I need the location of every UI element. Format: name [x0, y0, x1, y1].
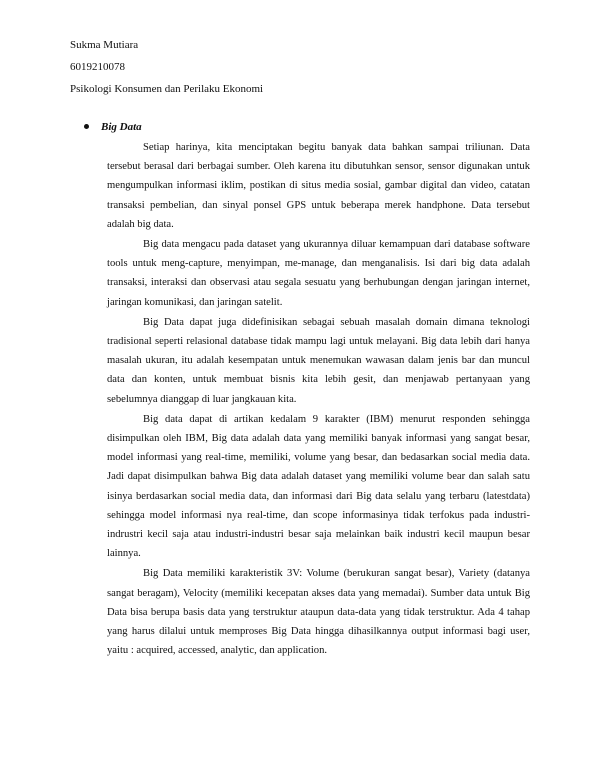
student-id: 6019210078 [70, 61, 125, 73]
paragraph: Setiap harinya, kita menciptakan begitu banyak data bahkan sampai triliunan. Data tersebut berasal dari berbagai sumber. Oleh karena itu dibutuhkan sensor, sensor digunakan untuk mengumpulkan informasi iklim, postikan di situs media sosial, gambar digital dan video, catatan transaksi pembelian, dan sinyal ponsel GPS untuk beberapa merek handphone. Data tersebut adalah big data. [107, 142, 530, 230]
section-heading [84, 120, 142, 134]
paragraph: Big data dapat di artikan kedalam 9 karakter (IBM) menurut responden sehingga disimpulkan oleh IBM, Big data adalah data yang memiliki banyak informasi yang sangat besar, model informasi yang real-time, memiliki, volume yang besar, dan bedasarkan social media data. Jadi dapat disimpulkan bahwa Big data adalah dataset yang memiliki volume bear dan salah satu isinya berdasarkan social media data, dan informasi dari Big data selalu yang terbaru (latestdata) sehingga model informasi nya real-time, dan scope informasinya tidak terfokus pada industri-indrustri kecil saja atau industri-industri besar saja melainkan baik industri kecil maupun besar lainnya. [107, 413, 530, 560]
paragraph: Big Data memiliki karakteristik 3V: Volume (berukuran sangat besar), Variety (datanya sangat beragam), Velocity (memiliki kecepatan akses data yang memadai). Sumber data untuk Big Data bisa berupa basis data yang terstruktur ataupun data-data yang tidak terstruktur. Ada 4 tahap yang harus dilalui untuk memproses Big Data hingga dihasilkannya output informasi bagi user, yaitu : acquired, accessed, analytic, dan application. [107, 568, 530, 657]
bullet-icon [84, 124, 89, 129]
course-title: Psikologi Konsumen dan Perilaku Ekonomi [70, 83, 264, 95]
paragraph: Big data mengacu pada dataset yang ukurannya diluar kemampuan dari database software tools untuk meng-capture, menyimpan, me-manage, dan menganalisis. Isi dari big data adalah transaksi, interaksi dan observasi atau segala sesuatu yang berhubungan dengan jaringan internet, jaringan komunikasi, dan jaringan satelit. [107, 239, 530, 308]
author-name: Sukma Mutiara [70, 39, 139, 51]
section-body [107, 138, 530, 661]
paragraph: Big Data dapat juga didefinisikan sebagai sebuah masalah domain dimana teknologi tradisional seperti relasional database tidak mampu lagi untuk melayani. Big data lebih dari hanya masalah ukuran, itu adalah kesempatan untuk menemukan wawasan dalam jenis bar dan muncul data dan konten, untuk membuat bisnis kita lebih gesit, dan menjawab pertanyaan yang sebelumnya dianggap di luar jangkauan kita. [107, 316, 530, 405]
section-title: Big Data [101, 121, 142, 133]
